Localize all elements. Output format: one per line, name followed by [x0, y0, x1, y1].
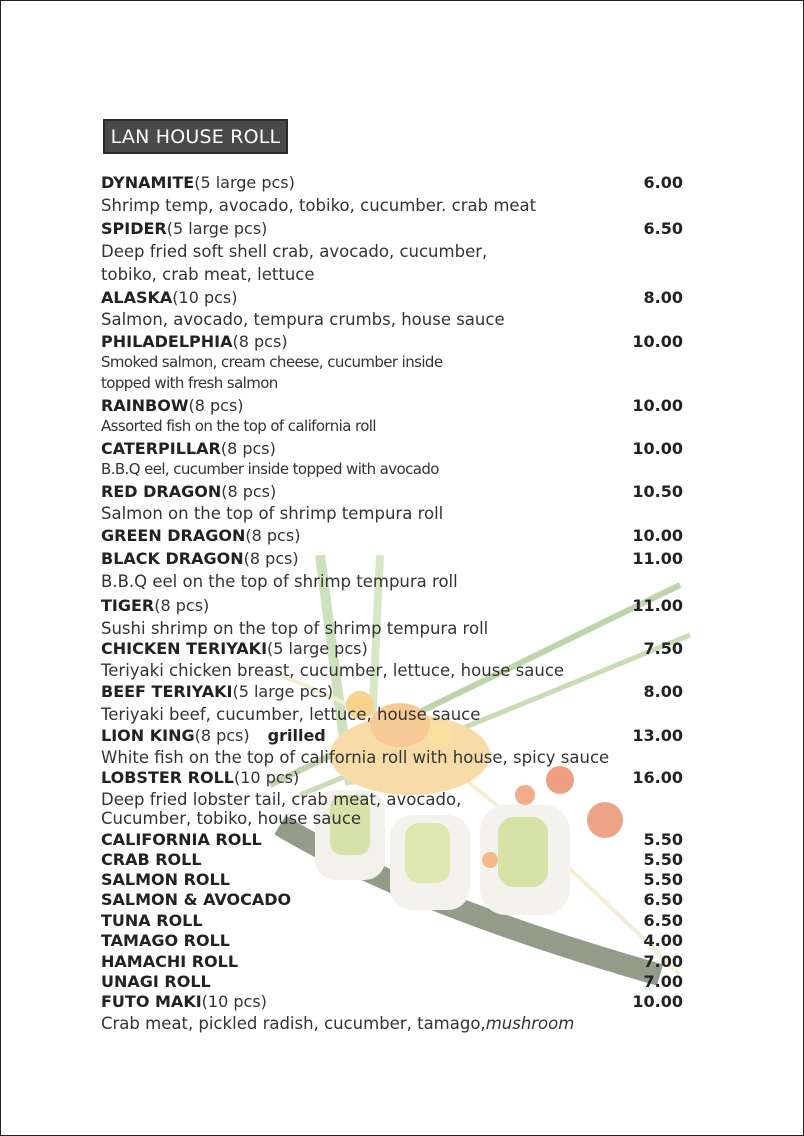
item-name: TAMAGO ROLL [101, 931, 230, 950]
item-price: 5.50 [643, 830, 683, 849]
item-description: Shrimp temp, avocado, tobiko, cucumber. crab meat [101, 196, 537, 215]
item-description-italic: mushroom [485, 1014, 575, 1033]
item-portion: (10 pcs) [172, 288, 238, 307]
item-portion: (5 large pcs) [267, 639, 368, 658]
item-name: CHICKEN TERIYAKI [101, 639, 268, 658]
item-name: LOBSTER ROLL [101, 768, 234, 787]
menu-item [101, 681, 683, 702]
item-portion: (8 pcs) [243, 549, 299, 568]
item-name: DYNAMITE [101, 173, 195, 192]
item-price: 4.00 [643, 931, 683, 950]
item-description: tobiko, crab meat, lettuce [101, 265, 315, 284]
item-price: 11.00 [632, 549, 683, 568]
item-description: Deep fried soft shell crab, avocado, cucumber, [101, 242, 488, 261]
menu-item [101, 287, 683, 308]
item-portion: (5 large pcs) [232, 682, 334, 701]
item-description: topped with fresh salmon [101, 374, 278, 392]
section-title: LAN HOUSE ROLL [103, 119, 288, 154]
menu-item [101, 725, 683, 746]
menu-item [101, 172, 683, 193]
menu-item [101, 951, 683, 972]
item-name: ALASKA [101, 288, 173, 307]
menu-item [101, 595, 683, 616]
item-description: Salmon on the top of shrimp tempura roll [101, 504, 444, 523]
item-name: SPIDER [101, 219, 167, 238]
item-description: Salmon, avocado, tempura crumbs, house sauce [101, 310, 505, 329]
item-description: Cucumber, tobiko, house sauce [101, 809, 362, 828]
item-portion: (10 pcs) [201, 992, 267, 1011]
item-price: 11.00 [632, 596, 683, 615]
menu-item [101, 889, 683, 910]
item-description: Assorted fish on the top of california roll [101, 417, 376, 435]
item-price: 8.00 [643, 288, 683, 307]
item-name: CRAB ROLL [101, 850, 202, 869]
item-price: 10.00 [632, 396, 683, 415]
item-name: CATERPILLAR [101, 439, 221, 458]
item-description: B.B.Q eel on the top of shrimp tempura roll [101, 572, 458, 591]
menu-item [101, 218, 683, 239]
menu-item [101, 525, 683, 546]
menu-item [101, 910, 683, 931]
menu-item [101, 849, 683, 870]
item-portion: (8 pcs) [154, 596, 210, 615]
item-portion: (8 pcs) [188, 396, 244, 415]
item-name: BLACK DRAGON [101, 549, 244, 568]
item-price: 6.50 [643, 890, 683, 909]
menu-item [101, 991, 683, 1012]
item-price: 10.00 [632, 439, 683, 458]
item-description: Teriyaki beef, cucumber, lettuce, house sauce [101, 705, 481, 724]
menu-item [101, 395, 683, 416]
item-price: 10.50 [632, 482, 683, 501]
item-price: 10.00 [632, 526, 683, 545]
item-price: 16.00 [632, 768, 683, 787]
item-name: BEEF TERIYAKI [101, 682, 233, 701]
item-portion: (8 pcs) [232, 332, 288, 351]
item-price: 13.00 [632, 726, 683, 745]
item-description: B.B.Q eel, cucumber inside topped with avocado [101, 460, 439, 478]
menu-item [101, 869, 683, 890]
menu-item [101, 438, 683, 459]
item-name: HAMACHI ROLL [101, 952, 239, 971]
item-price: 6.50 [643, 219, 683, 238]
item-portion: (8 pcs) [220, 439, 276, 458]
item-description [101, 1013, 574, 1034]
item-portion: (8 pcs) [245, 526, 301, 545]
menu-item [101, 930, 683, 951]
menu-item [101, 638, 683, 659]
item-name: TUNA ROLL [101, 911, 203, 930]
item-portion: (10 pcs) [234, 768, 300, 787]
menu-item [101, 548, 683, 569]
item-name: SALMON & AVOCADO [101, 890, 292, 909]
item-name: CALIFORNIA ROLL [101, 830, 262, 849]
item-description: Smoked salmon, cream cheese, cucumber inside [101, 353, 443, 371]
item-name: GREEN DRAGON [101, 526, 246, 545]
menu-item [101, 481, 683, 502]
item-price: 10.00 [632, 992, 683, 1011]
item-name: TIGER [101, 596, 155, 615]
item-description: Teriyaki chicken breast, cucumber, lettuce, house sauce [101, 661, 565, 680]
item-portion: (8 pcs) [194, 726, 250, 745]
item-description: Deep fried lobster tail, crab meat, avocado, [101, 790, 462, 809]
item-portion: (5 large pcs) [166, 219, 268, 238]
item-price: 5.50 [643, 870, 683, 889]
item-price: 7.00 [643, 952, 683, 971]
item-description: White fish on the top of california roll with house, spicy sauce [101, 748, 610, 767]
item-name: LION KING [101, 726, 195, 745]
item-extra: grilled [267, 726, 326, 745]
item-portion: (5 large pcs) [194, 173, 295, 192]
item-price: 6.50 [643, 911, 683, 930]
menu-item [101, 331, 683, 352]
item-name: SALMON ROLL [101, 870, 230, 889]
menu-item [101, 971, 683, 992]
item-price: 7.50 [643, 639, 683, 658]
item-name: UNAGI ROLL [101, 972, 211, 991]
item-name: FUTO MAKI [101, 992, 202, 1011]
menu-item [101, 767, 683, 788]
item-price: 10.00 [632, 332, 683, 351]
item-description: Sushi shrimp on the top of shrimp tempura roll [101, 619, 489, 638]
item-name: PHILADELPHIA [101, 332, 233, 351]
item-price: 6.00 [643, 173, 683, 192]
item-name: RAINBOW [101, 396, 189, 415]
item-price: 5.50 [643, 850, 683, 869]
menu-item [101, 829, 683, 850]
item-price: 8.00 [643, 682, 683, 701]
item-name: RED DRAGON [101, 482, 222, 501]
item-portion: (8 pcs) [221, 482, 277, 501]
item-price: 7.00 [643, 972, 683, 991]
item-description-text: Crab meat, pickled radish, cucumber, tamago, [101, 1014, 486, 1033]
